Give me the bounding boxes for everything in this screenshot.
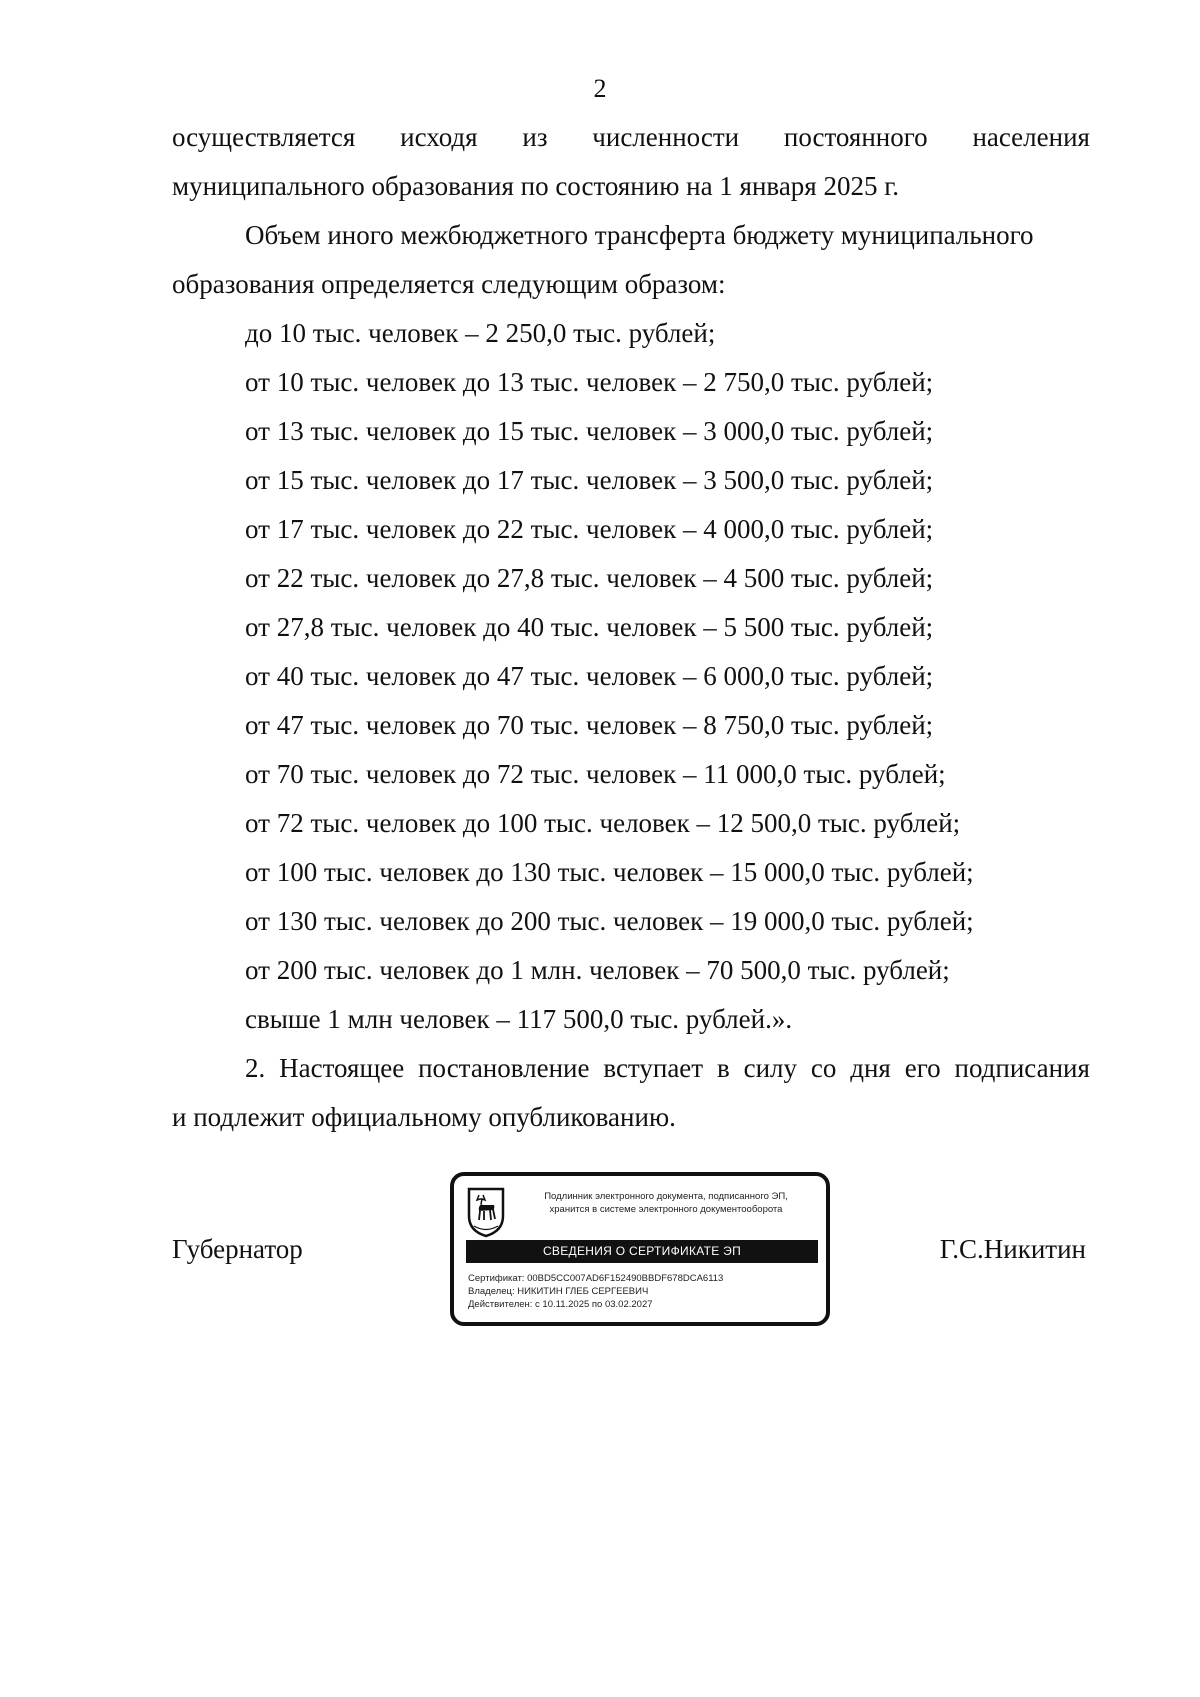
word: со — [810, 1053, 837, 1083]
stamp-note — [516, 1190, 816, 1216]
tier-item: от 72 тыс. человек до 100 тыс. человек – 12 500,0 тыс. рублей; — [245, 808, 961, 838]
signatory-position: Губернатор — [172, 1234, 303, 1264]
signatory-name: Г.С.Никитин — [939, 1234, 1086, 1264]
word: 2. — [245, 1053, 266, 1083]
tier-item: от 10 тыс. человек до 13 тыс. человек – 2 750,0 тыс. рублей; — [245, 367, 934, 397]
word: постановление — [418, 1053, 590, 1083]
deer-emblem-icon — [466, 1186, 506, 1238]
tier-item: от 100 тыс. человек до 130 тыс. человек – 15 000,0 тыс. рублей; — [245, 857, 974, 887]
word: Настоящее — [279, 1053, 405, 1083]
paragraph-1-line-2: муниципального образования по состоянию на 1 января 2025 г. — [172, 171, 899, 201]
word: вступает — [603, 1053, 704, 1083]
tier-item: от 17 тыс. человек до 22 тыс. человек – 4 000,0 тыс. рублей; — [245, 514, 934, 544]
paragraph-3-line-1 — [172, 1044, 1090, 1093]
document-body — [172, 113, 1090, 1142]
tier-item: от 27,8 тыс. человек до 40 тыс. человек – 5 500 тыс. рублей; — [245, 612, 934, 642]
page-number: 2 — [593, 74, 607, 103]
word: исходя — [400, 122, 478, 152]
word: силу — [743, 1053, 798, 1083]
signature-block — [172, 1172, 1090, 1332]
paragraph-1-line-1 — [172, 113, 1090, 162]
certificate-header: СВЕДЕНИЯ О СЕРТИФИКАТЕ ЭП — [466, 1240, 818, 1263]
tier-item: от 13 тыс. человек до 15 тыс. человек – 3 000,0 тыс. рублей; — [245, 416, 934, 446]
certificate-owner: Владелец: НИКИТИН ГЛЕБ СЕРГЕЕВИЧ — [468, 1286, 649, 1297]
word: осуществляется — [172, 122, 356, 152]
electronic-signature-stamp — [450, 1172, 830, 1326]
word: населения — [972, 122, 1090, 152]
stamp-note-line: Подлинник электронного документа, подписанного ЭП, — [544, 1191, 788, 1202]
word: подписания — [954, 1053, 1090, 1083]
word: численности — [592, 122, 740, 152]
word: дня — [850, 1053, 891, 1083]
paragraph-3-line-2: и подлежит официальному опубликованию. — [172, 1102, 676, 1132]
tier-item: от 22 тыс. человек до 27,8 тыс. человек – 4 500 тыс. рублей; — [245, 563, 934, 593]
tier-item: от 40 тыс. человек до 47 тыс. человек – 6 000,0 тыс. рублей; — [245, 661, 934, 691]
word: постоянного — [783, 122, 928, 152]
paragraph-2-line-2: образования определяется следующим образом: — [172, 269, 726, 299]
paragraph-2-line-1: Объем иного межбюджетного трансферта бюджету муниципального — [245, 220, 1034, 250]
certificate-validity: Действителен: с 10.11.2025 по 03.02.2027 — [468, 1299, 653, 1310]
certificate-number: Сертификат: 00BD5CC007AD6F152490BBDF678DCA6113 — [468, 1273, 724, 1284]
tier-item: от 130 тыс. человек до 200 тыс. человек – 19 000,0 тыс. рублей; — [245, 906, 974, 936]
word: из — [522, 122, 548, 152]
word: в — [716, 1053, 730, 1083]
tier-item: от 200 тыс. человек до 1 млн. человек – 70 500,0 тыс. рублей; — [245, 955, 950, 985]
tier-list — [172, 309, 1090, 1044]
tier-item: от 70 тыс. человек до 72 тыс. человек – 11 000,0 тыс. рублей; — [245, 759, 946, 789]
tier-item: свыше 1 млн человек – 117 500,0 тыс. рублей.». — [245, 1004, 793, 1034]
stamp-note-line: хранится в системе электронного документооборота — [549, 1204, 783, 1215]
tier-item: от 15 тыс. человек до 17 тыс. человек – 3 500,0 тыс. рублей; — [245, 465, 934, 495]
certificate-details — [468, 1272, 818, 1311]
tier-item: до 10 тыс. человек – 2 250,0 тыс. рублей; — [245, 318, 716, 348]
tier-item: от 47 тыс. человек до 70 тыс. человек – 8 750,0 тыс. рублей; — [245, 710, 934, 740]
word: его — [904, 1053, 941, 1083]
